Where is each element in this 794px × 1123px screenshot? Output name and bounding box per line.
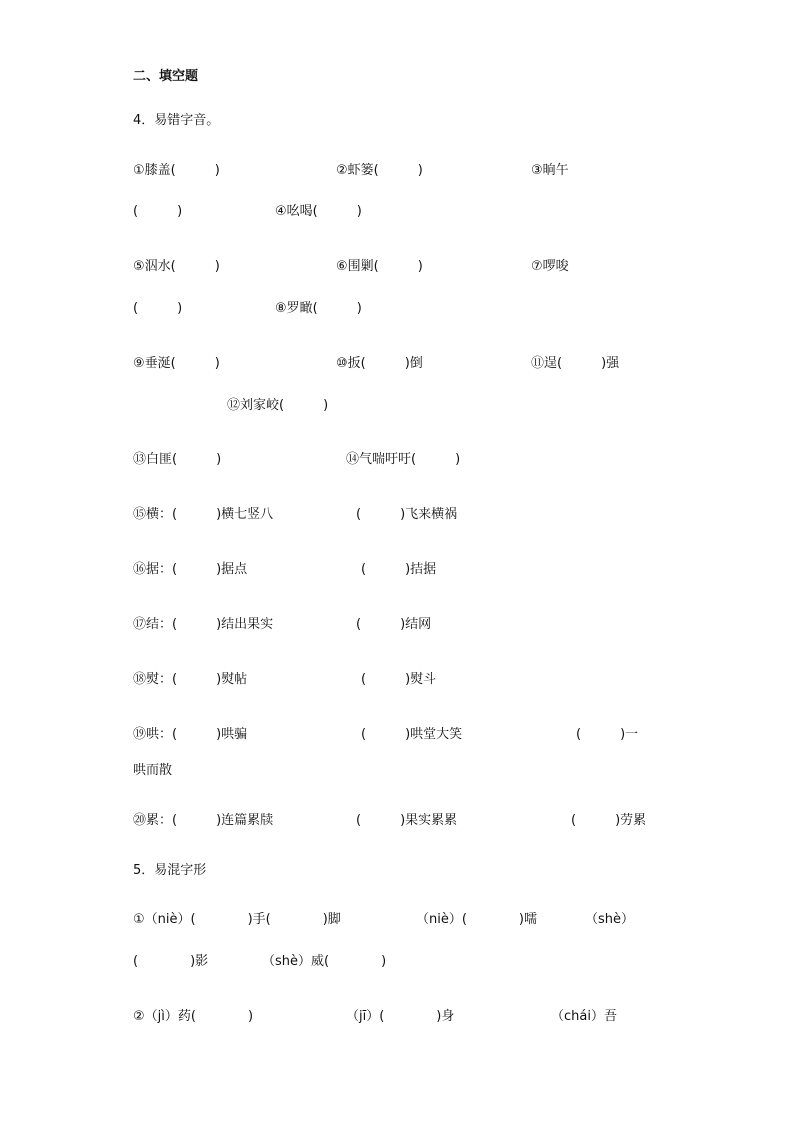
q4-item-20b: ( )果实累累 xyxy=(356,813,458,828)
q4-item-19c-cont: 哄而散 xyxy=(133,763,173,778)
q5-item-2a: ②（jì）药( ) xyxy=(133,1009,254,1024)
q5-item-1d: ( )影 xyxy=(133,954,209,969)
q5-item-1c: （shè） xyxy=(585,912,635,927)
q4-item-13: ⑬白匪( ) xyxy=(133,452,222,467)
q4-item-7: ⑦啰唆 xyxy=(531,259,569,274)
q4-item-10: ⑩扳( )倒 xyxy=(336,356,423,371)
q5-item-1b: （niè）( )嚅 xyxy=(416,912,537,927)
q4-item-20a: ⑳累：( )连篇累牍 xyxy=(133,813,274,828)
q4-item-2: ②虾篓( ) xyxy=(336,163,423,178)
q4-item-3: ③晌午 xyxy=(531,163,569,178)
question-5-title: 5．易混字形 xyxy=(133,863,207,878)
q4-item-11: ⑪逞( )强 xyxy=(531,356,620,371)
q4-item-19c: ( )一 xyxy=(576,727,639,742)
q4-item-16b: ( )拮据 xyxy=(361,562,437,577)
q4-item-4: ④吆喝( ) xyxy=(275,204,362,219)
q5-item-2c: （chái）吾 xyxy=(551,1009,617,1024)
q4-item-19b: ( )哄堂大笑 xyxy=(361,727,463,742)
q4-item-20c: ( )劳累 xyxy=(571,813,647,828)
q4-item-17a: ⑰结：( )结出果实 xyxy=(133,617,274,632)
q4-item-8: ⑧罗瞰( ) xyxy=(275,301,362,316)
q4-item-5: ⑤泅水( ) xyxy=(133,259,220,274)
q4-item-7-blank: ( ) xyxy=(133,301,183,316)
q4-item-18a: ⑱熨：( )熨帖 xyxy=(133,672,248,687)
q5-item-1a: ①（niè）( )手( )脚 xyxy=(133,912,341,927)
q4-item-15a: ⑮横：( )横七竖八 xyxy=(133,507,274,522)
q4-item-12: ⑫刘家峧( ) xyxy=(227,398,329,413)
q4-item-19a: ⑲哄：( )哄骗 xyxy=(133,727,248,742)
q4-item-1: ①膝盖( ) xyxy=(133,163,220,178)
q5-item-1e: （shè）威( ) xyxy=(262,954,387,969)
section-heading: 二、填空题 xyxy=(133,69,199,84)
q4-item-16a: ⑯据：( )据点 xyxy=(133,562,248,577)
q4-item-14: ⑭气喘吁吁( ) xyxy=(346,452,461,467)
q4-item-18b: ( )熨斗 xyxy=(361,672,437,687)
q4-item-6: ⑥围剿( ) xyxy=(336,259,423,274)
q4-item-9: ⑨垂涎( ) xyxy=(133,356,220,371)
q4-item-3-blank: ( ) xyxy=(133,204,183,219)
q4-item-17b: ( )结网 xyxy=(356,617,432,632)
q5-item-2b: （jī）( )身 xyxy=(346,1009,455,1024)
question-4-title: 4．易错字音。 xyxy=(133,113,220,128)
q4-item-15b: ( )飞来横祸 xyxy=(356,507,458,522)
